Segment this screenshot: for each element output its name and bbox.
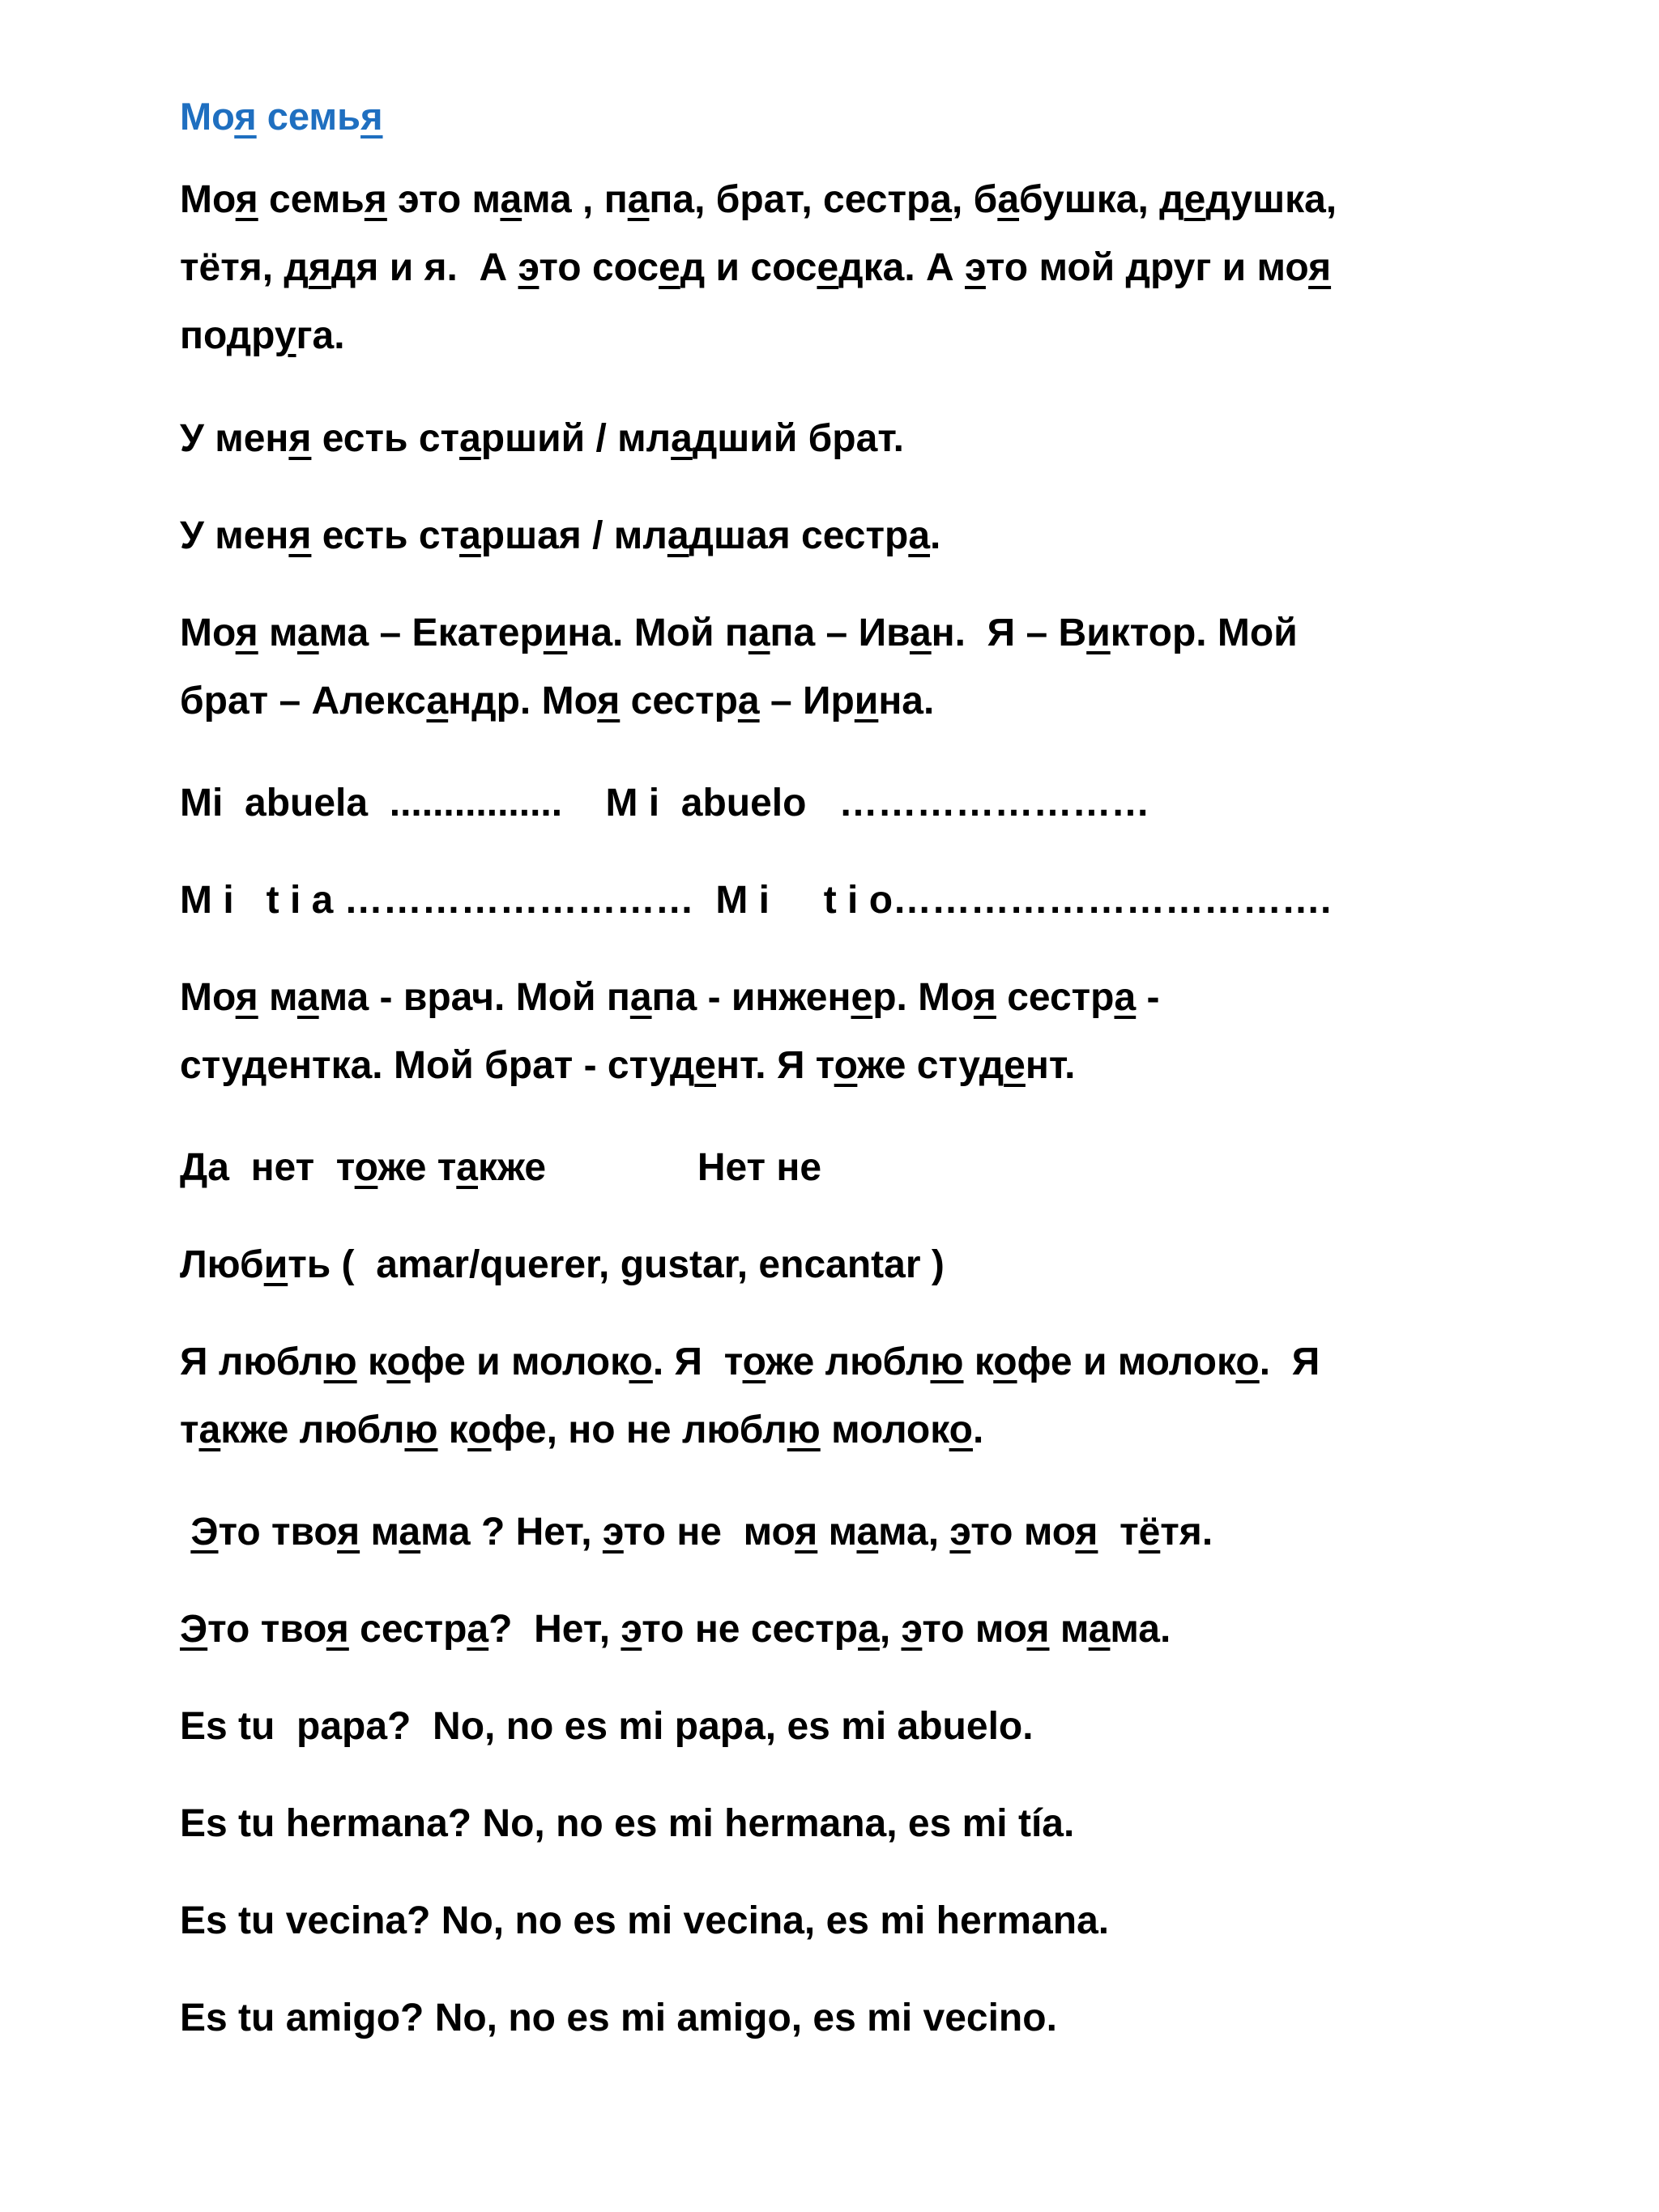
stressed-letter: а — [456, 1146, 478, 1189]
text-segment: к — [437, 1409, 468, 1451]
stressed-letter: а — [296, 976, 319, 1019]
paragraph — [180, 166, 1337, 370]
text-segment: ма. — [1110, 1608, 1171, 1651]
stressed-letter: Э — [190, 1511, 219, 1554]
text-segment: . Я т — [652, 1340, 743, 1383]
text-segment: на. — [878, 680, 935, 722]
stressed-letter: а — [997, 178, 1020, 221]
stressed-letter: о — [354, 1146, 378, 1189]
stressed-letter: а — [627, 178, 650, 221]
text-segment: ктор. Мой — [1110, 612, 1298, 654]
stressed-letter: о — [993, 1340, 1017, 1383]
text-segment: Es tu amigo? No, no es mi amigo, es mi vecino. — [180, 1997, 1057, 2039]
text-line — [180, 1887, 1109, 1955]
text-segment: ? Нет, — [488, 1608, 621, 1651]
text-segment: ма, — [878, 1511, 950, 1554]
text-segment: душка, — [1205, 178, 1337, 221]
text-segment: Мо — [180, 976, 236, 1019]
text-segment: . Я — [1259, 1340, 1320, 1383]
text-segment: . — [930, 514, 941, 557]
stressed-letter: я — [337, 1511, 360, 1554]
stressed-letter: е — [694, 1044, 716, 1087]
text-segment: кже любл — [220, 1409, 405, 1451]
text-line — [180, 1596, 1171, 1664]
stressed-letter: я — [1308, 246, 1332, 289]
stressed-letter: о — [386, 1340, 411, 1383]
text-segment: сестр — [996, 976, 1115, 1019]
stressed-letter: Э — [180, 1608, 208, 1651]
text-segment: р. Мо — [872, 976, 974, 1019]
text-segment: Es tu papa? No, no es mi papa, es mi abuelo. — [180, 1705, 1034, 1748]
text-segment: па - инжен — [651, 976, 851, 1019]
text-segment: т — [1098, 1511, 1139, 1554]
text-segment: то не сестр — [642, 1608, 859, 1651]
stressed-letter: и — [543, 612, 568, 654]
text-segment: . — [972, 1409, 984, 1451]
text-segment — [180, 1511, 190, 1554]
text-segment: - — [1136, 976, 1160, 1019]
text-segment: дя и я. А — [331, 246, 518, 289]
stressed-letter: э — [621, 1608, 642, 1651]
text-segment: па, брат, сестр — [649, 178, 931, 221]
text-line — [180, 1032, 1160, 1100]
stressed-letter: а — [1114, 976, 1137, 1019]
text-segment: M i t i a ……………………… M i t i o……………………………. — [180, 879, 1332, 922]
paragraph — [180, 1498, 1213, 1566]
text-segment: ма – Екатер — [318, 612, 544, 654]
stressed-letter: я — [308, 246, 331, 289]
text-line — [180, 1984, 1057, 2052]
text-segment: то сос — [539, 246, 659, 289]
text-segment: м — [258, 976, 297, 1019]
paragraph — [180, 1790, 1074, 1858]
stressed-letter: я — [364, 178, 387, 221]
stressed-letter: а — [671, 417, 693, 460]
stressed-letter: а — [856, 1511, 879, 1554]
stressed-letter: я — [360, 95, 383, 138]
text-line — [180, 1231, 945, 1299]
stressed-letter: я — [234, 95, 257, 138]
text-segment: брат – Алекс — [180, 680, 427, 722]
stressed-letter: е — [1004, 1044, 1026, 1087]
stressed-letter: ё — [1138, 1511, 1161, 1554]
stressed-letter: а — [909, 612, 932, 654]
text-segment: , — [879, 1608, 902, 1651]
stressed-letter: э — [901, 1608, 923, 1651]
stressed-letter: э — [602, 1511, 624, 1554]
stressed-letter: а — [399, 1511, 421, 1554]
stressed-letter: а — [748, 612, 770, 654]
stressed-letter: ю — [930, 1340, 964, 1383]
text-segment: дший брат. — [692, 417, 904, 460]
text-segment: то мо — [970, 1511, 1076, 1554]
paragraph — [180, 1984, 1057, 2052]
stressed-letter: о — [742, 1340, 766, 1383]
text-line — [180, 1498, 1213, 1566]
text-segment: м — [1049, 1608, 1089, 1651]
text-segment: семь — [256, 95, 361, 138]
text-line — [180, 1790, 1074, 1858]
stressed-letter: а — [737, 680, 760, 722]
stressed-letter: а — [296, 612, 319, 654]
stressed-letter: и — [1086, 612, 1111, 654]
text-segment: на. Мой п — [567, 612, 748, 654]
stressed-letter: ю — [323, 1340, 357, 1383]
stressed-letter: а — [459, 514, 481, 557]
stressed-letter: о — [949, 1409, 973, 1451]
text-segment: тётя, д — [180, 246, 309, 289]
text-segment: Я любл — [180, 1340, 324, 1383]
text-segment: ма , п — [522, 178, 628, 221]
text-line — [180, 1328, 1320, 1396]
text-segment: есть ст — [311, 417, 460, 460]
stressed-letter: и — [854, 680, 879, 722]
text-segment: сестр — [348, 1608, 467, 1651]
text-segment: то не мо — [623, 1511, 795, 1554]
text-segment: то мой друг и мо — [985, 246, 1309, 289]
stressed-letter: а — [459, 417, 481, 460]
stressed-letter: э — [949, 1511, 971, 1554]
text-segment: подр — [180, 314, 275, 357]
stressed-letter: о — [467, 1409, 492, 1451]
text-segment: то мо — [922, 1608, 1027, 1651]
text-segment: Люб — [180, 1243, 264, 1286]
stressed-letter: а — [426, 680, 449, 722]
text-segment: ндр. Мо — [448, 680, 598, 722]
text-segment: – Ир — [759, 680, 855, 722]
text-segment: фе, но не любл — [491, 1409, 787, 1451]
paragraph — [180, 867, 1331, 935]
text-line — [180, 1396, 1320, 1464]
text-segment: бушка, д — [1019, 178, 1184, 221]
text-line — [180, 667, 1298, 735]
document-title — [180, 91, 383, 143]
text-line — [180, 166, 1337, 234]
stressed-letter: я — [1026, 1608, 1050, 1651]
text-segment: т — [180, 1409, 199, 1451]
stressed-letter: ю — [404, 1409, 438, 1451]
text-segment: Мо — [180, 95, 235, 138]
text-segment: га. — [296, 314, 345, 357]
text-segment: Es tu vecina? No, no es mi vecina, es mi hermana. — [180, 1899, 1110, 1942]
text-segment: тя. — [1160, 1511, 1213, 1554]
text-segment: семь — [258, 178, 365, 221]
text-segment: , б — [952, 178, 998, 221]
stressed-letter: а — [629, 976, 652, 1019]
stressed-letter: я — [326, 1608, 349, 1651]
text-segment: н. Я – В — [931, 612, 1087, 654]
text-segment: па – Ив — [770, 612, 910, 654]
text-segment: рший / мл — [480, 417, 672, 460]
paragraph — [180, 1693, 1034, 1761]
stressed-letter: а — [858, 1608, 880, 1651]
stressed-letter: е — [1183, 178, 1206, 221]
text-segment: кже Нет не — [478, 1146, 822, 1189]
stressed-letter: у — [274, 314, 296, 357]
text-segment: к — [963, 1340, 994, 1383]
text-segment: Мо — [180, 178, 236, 221]
text-line — [180, 1693, 1034, 1761]
text-segment: молок — [820, 1409, 949, 1451]
text-line — [180, 405, 904, 473]
text-segment: же т — [377, 1146, 457, 1189]
stressed-letter: а — [1088, 1608, 1111, 1651]
stressed-letter: я — [795, 1511, 818, 1554]
stressed-letter: я — [973, 976, 996, 1019]
paragraph — [180, 1134, 821, 1202]
text-segment: то тво — [218, 1511, 338, 1554]
stressed-letter: о — [834, 1044, 858, 1087]
stressed-letter: я — [1075, 1511, 1098, 1554]
text-line — [180, 867, 1331, 935]
text-segment: У мен — [180, 417, 289, 460]
text-segment: ть ( amar/querer, gustar, encantar ) — [288, 1243, 945, 1286]
text-line — [180, 964, 1160, 1032]
stressed-letter: я — [597, 680, 621, 722]
text-segment: нт. Я т — [716, 1044, 834, 1087]
text-segment: м — [258, 612, 297, 654]
text-segment: дка. А — [838, 246, 966, 289]
text-segment: Mi abuela ................ M i abuelo …………………… — [180, 782, 1150, 825]
stressed-letter: я — [235, 612, 258, 654]
paragraph — [180, 1328, 1320, 1464]
stressed-letter: а — [667, 514, 689, 557]
stressed-letter: я — [288, 417, 312, 460]
text-line — [180, 599, 1298, 667]
paragraph — [180, 1596, 1171, 1664]
stressed-letter: я — [235, 976, 258, 1019]
paragraph — [180, 405, 904, 473]
stressed-letter: а — [500, 178, 522, 221]
text-line — [180, 234, 1337, 302]
text-segment: Es tu hermana? No, no es mi hermana, es mi tía. — [180, 1802, 1075, 1845]
paragraph — [180, 964, 1160, 1100]
text-segment: м — [817, 1511, 857, 1554]
text-segment: студентка. Мой брат - студ — [180, 1044, 695, 1087]
stressed-letter: э — [965, 246, 986, 289]
text-segment: фе и молок — [410, 1340, 629, 1383]
stressed-letter: ю — [787, 1409, 821, 1451]
text-segment: сестр — [620, 680, 738, 722]
text-line — [180, 302, 1337, 370]
paragraph — [180, 599, 1298, 735]
text-line — [180, 769, 1149, 837]
text-segment: ма ? Нет, — [420, 1511, 603, 1554]
stressed-letter: о — [1235, 1340, 1260, 1383]
text-segment: то тво — [207, 1608, 326, 1651]
stressed-letter: я — [288, 514, 312, 557]
stressed-letter: е — [851, 976, 873, 1019]
text-segment: Мо — [180, 612, 236, 654]
text-line — [180, 502, 940, 570]
stressed-letter: а — [908, 514, 931, 557]
stressed-letter: а — [467, 1608, 489, 1651]
stressed-letter: о — [629, 1340, 653, 1383]
text-segment: есть ст — [311, 514, 460, 557]
stressed-letter: и — [263, 1243, 288, 1286]
paragraph — [180, 769, 1149, 837]
text-segment: м — [360, 1511, 399, 1554]
stressed-letter: а — [198, 1409, 221, 1451]
stressed-letter: е — [659, 246, 680, 289]
paragraph — [180, 1887, 1109, 1955]
text-line — [180, 1134, 821, 1202]
text-segment: дшая сестр — [689, 514, 909, 557]
text-segment: ма - врач. Мой п — [318, 976, 630, 1019]
text-segment: Да нет т — [180, 1146, 355, 1189]
text-segment: к — [356, 1340, 387, 1383]
text-segment: это м — [386, 178, 501, 221]
text-segment: фе и молок — [1017, 1340, 1236, 1383]
stressed-letter: э — [518, 246, 539, 289]
text-segment: У мен — [180, 514, 289, 557]
stressed-letter: а — [930, 178, 952, 221]
stressed-letter: я — [235, 178, 258, 221]
text-segment: же студ — [857, 1044, 1004, 1087]
stressed-letter: е — [817, 246, 839, 289]
paragraph — [180, 502, 940, 570]
text-segment: же любл — [766, 1340, 931, 1383]
paragraph — [180, 1231, 945, 1299]
text-segment: нт. — [1025, 1044, 1076, 1087]
text-segment: д и сос — [680, 246, 817, 289]
text-segment: ршая / мл — [480, 514, 667, 557]
